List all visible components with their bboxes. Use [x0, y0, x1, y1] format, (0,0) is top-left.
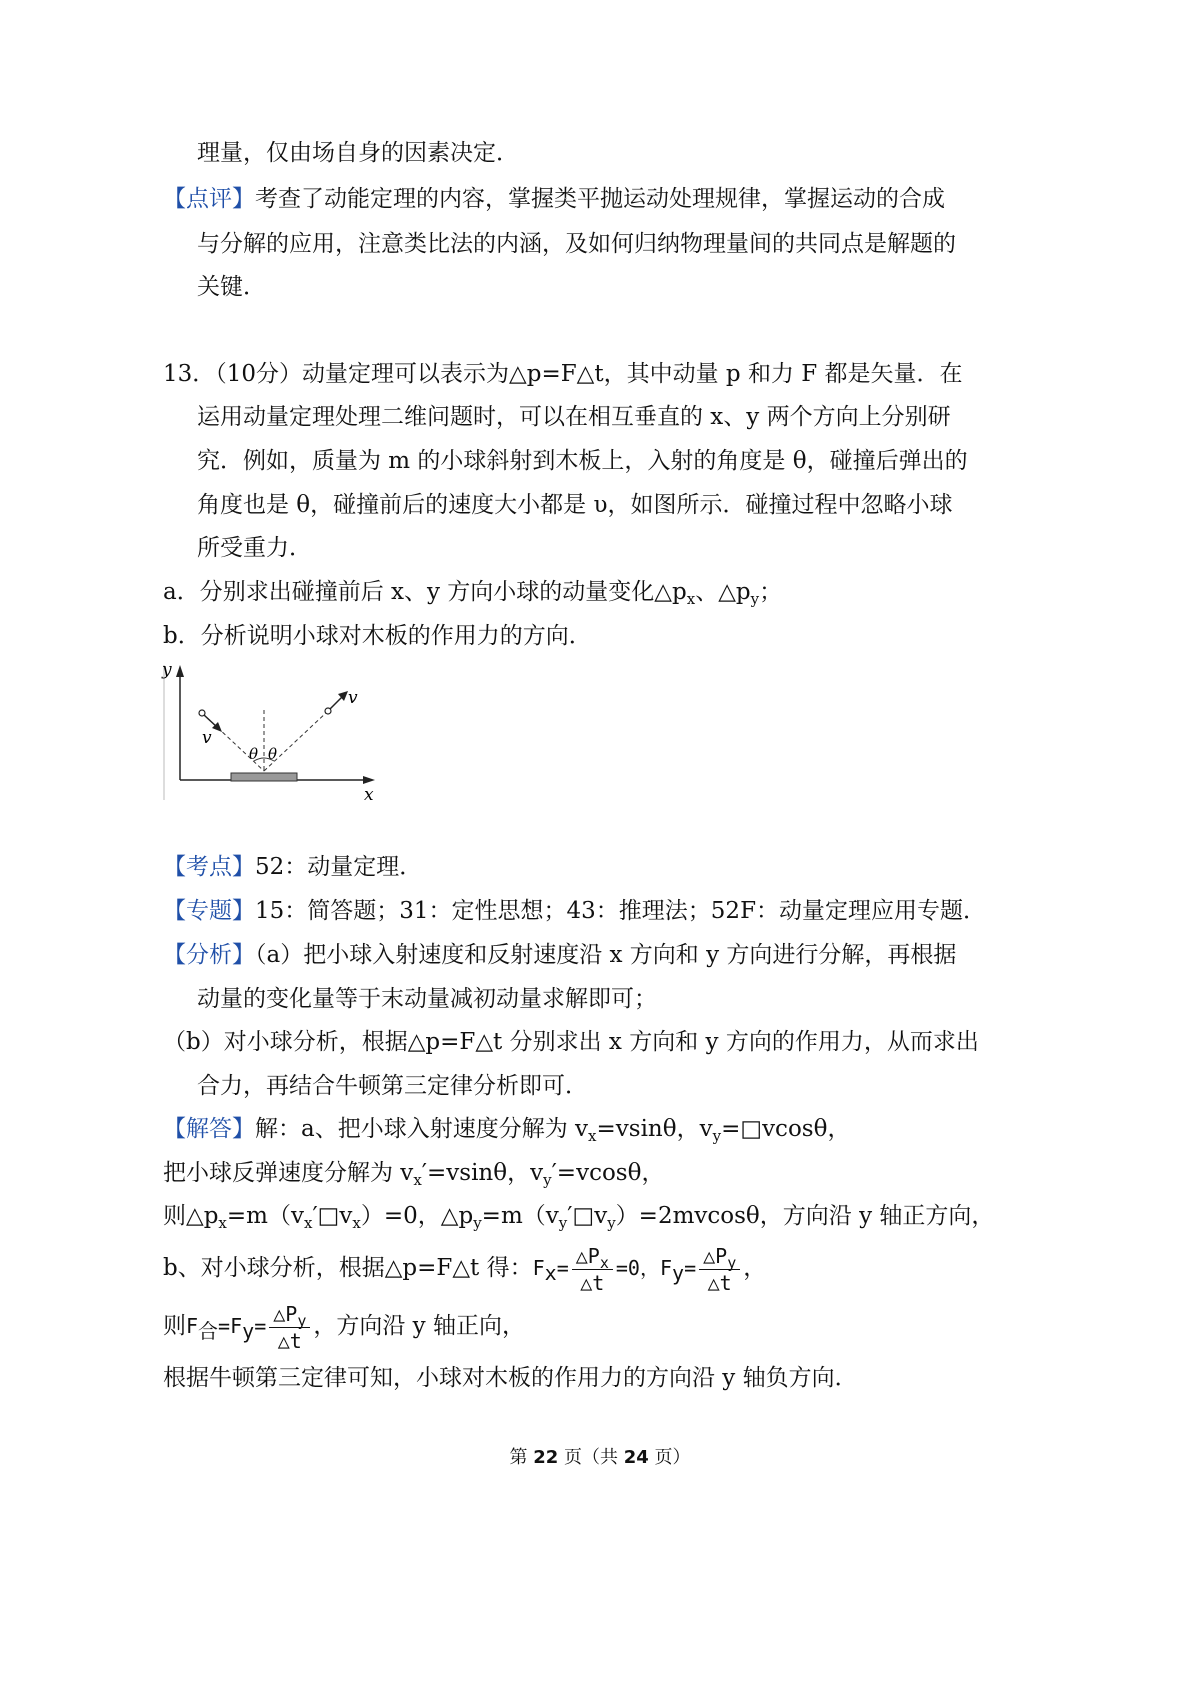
comment-section: 【点评】考查了动能定理的内容，掌握类平抛运动处理规律，掌握运动的合成	[163, 186, 945, 212]
collision-diagram	[160, 655, 390, 805]
question-line: 角度也是 θ，碰撞前后的速度大小都是 υ，如图所示．碰撞过程中忽略小球	[197, 492, 953, 518]
question-part-a: a．分别求出碰撞前后 x、y 方向小球的动量变化$\triangle p_x$、$\triangle p_y$；	[163, 579, 783, 608]
text-line: 理量，仅由场自身的因素决定．	[197, 140, 519, 166]
question-part-b: b．分析说明小球对木板的作用力的方向．	[163, 623, 592, 649]
fenxi-tag: 【分析】	[163, 942, 255, 968]
zhuanti-tag: 【专题】	[163, 898, 255, 924]
zhuanti-section: 【专题】15：简答题；31：定性思想；43：推理法；52F：动量定理应用专题．	[163, 898, 987, 924]
formula-line-fx-fy: b、对小球分析，根据△p=F△t 得：$F_x=$ $\frac{\triangle P_x}{\triangle t}$ =0，$F_y=$ $\frac{\triangle P_y}{\triangle t}$ ，	[163, 1243, 767, 1295]
text-line: 则$\triangle p_x=m(v_x'□v_x)=0$，$\triangle p_y=m(v_y'□v_y)=2mvcos\theta$，方向沿 y 轴正方向，	[163, 1203, 995, 1232]
question-line: 所受重力．	[197, 535, 312, 561]
jieda-section: 【解答】解：a、把小球入射速度分解为 $v_x=vsin\theta$，$v_y=□vcos\theta$，	[163, 1116, 851, 1145]
formula-line-fhe: 则$F_合=F_y=$ $\frac{\triangle P_y}{\triangle t}$ ，方向沿 y 轴正向，	[163, 1301, 525, 1353]
text-line: 动量的变化量等于末动量减初动量求解即可；	[197, 986, 657, 1012]
question-line: 运用动量定理处理二维问题时，可以在相互垂直的 x、y 两个方向上分别研	[197, 404, 951, 430]
text-line: 把小球反弹速度分解为 $v_x'=vsin\theta$，$v_y'=vcos\theta$，	[163, 1160, 665, 1189]
fraction-py-2: $\frac{\triangle P_y}{\triangle t}$	[269, 1301, 310, 1354]
kaodian-tag: 【考点】	[163, 854, 255, 880]
y-axis-label: y	[162, 660, 172, 680]
text-line: 与分解的应用，注意类比法的内涵，及如何归纳物理量间的共同点是解题的	[197, 231, 956, 257]
x-axis-label: x	[364, 785, 374, 805]
velocity-in-label: v	[202, 728, 212, 748]
question-line: 13．（10分）动量定理可以表示为△p=F△t，其中动量 p 和力 F 都是矢量．在	[163, 361, 963, 387]
text-line: 根据牛顿第三定律可知，小球对木板的作用力的方向沿 y 轴负方向．	[163, 1365, 858, 1391]
velocity-out-label: v	[348, 688, 358, 708]
kaodian-section: 【考点】52：动量定理．	[163, 854, 423, 880]
text-line: 合力，再结合牛顿第三定律分析即可．	[197, 1073, 588, 1099]
fraction-py: $\frac{\triangle P_y}{\triangle t}$	[699, 1243, 740, 1296]
theta-left-label: θ	[249, 745, 259, 763]
fenxi-section: 【分析】（a）把小球入射速度和反射速度沿 x 方向和 y 方向进行分解，再根据	[163, 942, 957, 968]
total-pages: 24	[623, 1447, 649, 1468]
comment-tag: 【点评】	[163, 186, 255, 212]
question-line: 究．例如，质量为 m 的小球斜射到木板上，入射的角度是 θ，碰撞后弹出的	[197, 448, 968, 474]
text-line: 关键．	[197, 274, 266, 300]
text-line: （b）对小球分析，根据△p=F△t 分别求出 x 方向和 y 方向的作用力，从而求出	[163, 1029, 979, 1055]
page-number: 22	[533, 1447, 559, 1468]
fraction-px: $\frac{\triangle P_x}{\triangle t}$	[572, 1243, 613, 1296]
page-footer: 第 22 页（共 24 页）	[509, 1447, 691, 1468]
jieda-tag: 【解答】	[163, 1116, 255, 1142]
theta-right-label: θ	[268, 745, 278, 763]
wooden-board	[231, 773, 297, 781]
